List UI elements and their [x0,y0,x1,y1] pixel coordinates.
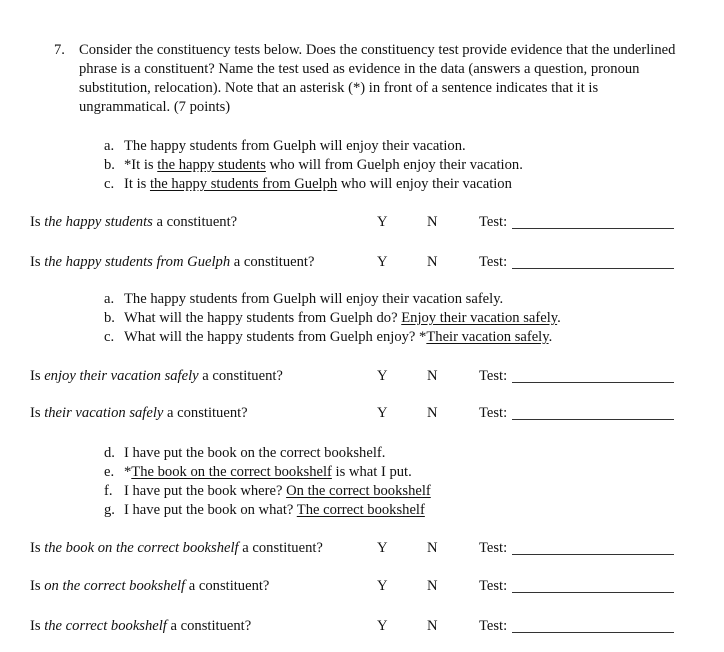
example-label: f. [104,483,113,499]
underlined-phrase: the happy students [157,157,266,173]
test-answer-line[interactable] [512,632,674,633]
row-question [30,404,248,422]
yes-option[interactable]: Y [377,254,388,270]
row-question-pre: Is [30,254,45,270]
row-question-pre: Is [30,368,45,384]
row-question-pre: Is [30,618,45,634]
example-1b [104,156,523,174]
example-text: What will the happy students from Guelph enjoy? * [124,329,427,345]
test-label: Test: [479,254,508,270]
row-question [30,213,237,231]
row-phrase: the happy students [44,214,153,230]
underlined-phrase: Enjoy their vacation safely [401,310,558,326]
no-option[interactable]: N [427,405,438,421]
no-option[interactable]: N [427,214,438,230]
example-text: who will from Guelph enjoy their vacation. [265,157,523,173]
row-question [30,539,323,557]
test-answer-line[interactable] [512,419,674,420]
example-1a [104,137,466,155]
example-2c [104,328,552,346]
row-question-post: a constituent? [185,578,270,594]
example-text: I have put the book where? [124,483,287,499]
row-phrase: on the correct bookshelf [44,578,186,594]
answer-row-1 [0,213,724,233]
example-label: c. [104,176,115,192]
example-label: a. [104,138,115,154]
row-question-post: a constituent? [152,214,238,230]
example-3g [104,501,425,519]
example-label: e. [104,464,115,480]
example-label: d. [104,445,115,461]
example-text: I have put the book on what? [124,502,297,518]
example-2b [104,309,561,327]
no-option[interactable]: N [427,368,438,384]
example-3f [104,482,431,500]
example-text: is what I put. [331,464,412,480]
row-question-post: a constituent? [166,618,252,634]
answer-row-7 [0,617,724,637]
test-answer-line[interactable] [512,592,674,593]
example-label: c. [104,329,115,345]
underlined-phrase: Their vacation safely [426,329,549,345]
row-phrase: enjoy their vacation safely [44,368,199,384]
yes-option[interactable]: Y [377,618,388,634]
no-option[interactable]: N [427,254,438,270]
row-question [30,367,283,385]
example-text: The happy students from Guelph will enjoy their vacation. [124,138,466,154]
answer-row-4 [0,404,724,424]
yes-option[interactable]: Y [377,578,388,594]
test-label: Test: [479,618,508,634]
test-label: Test: [479,368,508,384]
answer-row-5 [0,539,724,559]
no-option[interactable]: N [427,578,438,594]
test-answer-line[interactable] [512,228,674,229]
row-phrase: their vacation safely [44,405,164,421]
underlined-phrase: On the correct bookshelf [286,483,431,499]
underlined-phrase: The correct bookshelf [296,502,425,518]
row-phrase: the correct bookshelf [44,618,167,634]
row-question-post: a constituent? [163,405,248,421]
row-question [30,253,314,271]
example-label: a. [104,291,115,307]
row-question-pre: Is [30,540,45,556]
question-number: 7. [54,42,65,58]
example-label: g. [104,502,115,518]
row-question-post: a constituent? [230,254,315,270]
test-answer-line[interactable] [512,554,674,555]
row-phrase: the happy students from Guelph [44,254,231,270]
example-text: * [124,464,132,480]
test-label: Test: [479,578,508,594]
row-question [30,617,251,635]
answer-row-3 [0,367,724,387]
no-option[interactable]: N [427,618,438,634]
question-prompt: Consider the constituency tests below. Does the constituency test provide evidence that the underlined phrase is a constituent? Name the test used as evidence in the data (answers a question, pronoun substitution, relocation). Note that an asterisk (*) in front of a sentence indicates that it is ungrammatical. (7 points) [79,42,676,115]
test-label: Test: [479,214,508,230]
example-label: b. [104,310,115,326]
example-text: It is [124,176,150,192]
row-question [30,577,269,595]
example-3e [104,463,412,481]
row-question-post: a constituent? [198,368,283,384]
example-text: *It is [124,157,158,173]
test-label: Test: [479,405,508,421]
underlined-phrase: the happy students from Guelph [149,176,338,192]
row-phrase: the book on the correct bookshelf [44,540,239,556]
underlined-phrase: The book on the correct bookshelf [131,464,332,480]
yes-option[interactable]: Y [377,214,388,230]
example-text: who will enjoy their vacation [337,176,512,192]
example-2a [104,290,503,308]
example-label: b. [104,157,115,173]
example-text: I have put the book on the correct bookshelf. [124,445,386,461]
test-answer-line[interactable] [512,268,674,269]
example-text: What will the happy students from Guelph do? [124,310,402,326]
row-question-post: a constituent? [238,540,323,556]
example-3d [104,444,385,462]
example-text: . [557,310,561,326]
answer-row-6 [0,577,724,597]
test-label: Test: [479,540,508,556]
answer-row-2 [0,253,724,273]
example-text: . [548,329,553,345]
row-question-pre: Is [30,214,45,230]
yes-option[interactable]: Y [377,405,388,421]
yes-option[interactable]: Y [377,540,388,556]
example-text: The happy students from Guelph will enjoy their vacation safely. [124,291,504,307]
no-option[interactable]: N [427,540,438,556]
example-1c [104,175,512,193]
row-question-pre: Is [30,578,45,594]
yes-option[interactable]: Y [377,368,388,384]
test-answer-line[interactable] [512,382,674,383]
row-question-pre: Is [30,405,45,421]
